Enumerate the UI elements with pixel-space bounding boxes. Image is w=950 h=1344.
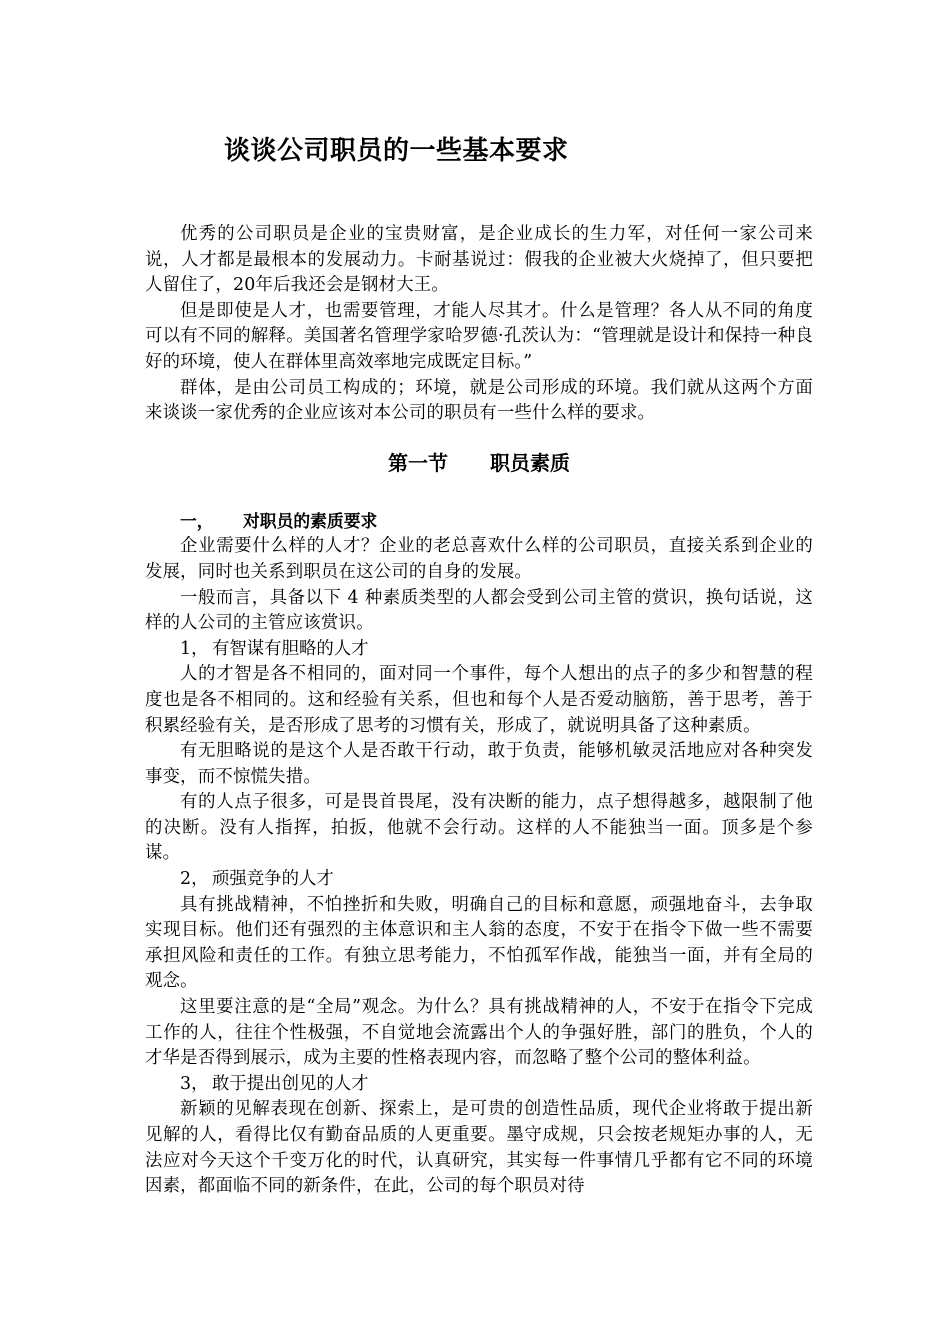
intro-paragraph: 群体，是由公司员工构成的；环境，就是公司形成的环境。我们就从这两个方面来谈谈一家优秀的企业应该对本公司的职员有一些什么样的要求。 xyxy=(145,377,813,424)
list-item-title: 顽强竞争的人才 xyxy=(212,869,334,890)
list-item-paragraph: 有无胆略说的是这个人是否敢干行动，敢于负责，能够机敏灵活地应对各种突发事变，而不惊慌失措。 xyxy=(145,741,813,787)
list-item-number: 3， xyxy=(180,1073,209,1094)
list-item-number: 2， xyxy=(180,869,209,890)
list-item-paragraph: 人的才智是各不相同的，面对同一个事件，每个人想出的点子的多少和智慧的程度也是各不相同的。这和经验有关系，但也和每个人是否爱动脑筋，善于思考，善于积累经验有关，是否形成了思考的习惯有关，形成了，就说明具备了这种素质。 xyxy=(145,664,813,736)
list-item-title: 有智谋有胆略的人才 xyxy=(212,638,369,659)
section-number: 第一节 xyxy=(388,450,448,475)
subsection-paragraph: 企业需要什么样的人才？企业的老总喜欢什么样的公司职员，直接关系到企业的发展，同时也关系到职员在这公司的自身的发展。 xyxy=(145,536,813,582)
subsection-number: 一， xyxy=(180,510,214,531)
section-title: 职员素质 xyxy=(490,450,570,475)
subsection-title: 对职员的素质要求 xyxy=(243,510,378,531)
list-item-heading xyxy=(145,637,813,663)
section-heading xyxy=(145,451,813,491)
intro-paragraph: 优秀的公司职员是企业的宝贵财富，是企业成长的生力军，对任何一家公司来说，人才都是最根本的发展动力。卡耐基说过：假我的企业被大火烧掉了，但只要把人留住了，20年后我还会是钢材大王。 xyxy=(145,224,813,296)
list-item-heading xyxy=(145,1072,813,1098)
subsection-heading xyxy=(145,509,813,535)
subsection-paragraph: 一般而言，具备以下 4 种素质类型的人都会受到公司主管的赏识，换句话说，这样的人公司的主管应该赏识。 xyxy=(145,587,813,634)
list-item-paragraph: 具有挑战精神，不怕挫折和失败，明确自己的目标和意愿，顽强地奋斗，去争取实现目标。他们还有强烈的主体意识和主人翁的态度，不安于在指令下做一些不需要承担风险和责任的工作。有独立思考能力，不怕孤军作战，能独当一面，并有全局的观念。 xyxy=(145,894,813,992)
intro-paragraph: 但是即使是人才，也需要管理，才能人尽其才。什么是管理？各人从不同的角度可以有不同的解释。美国著名管理学家哈罗德·孔茨认为：“管理就是设计和保持一种良好的环境，使人在群体里高效率地完成既定目标。” xyxy=(145,300,813,372)
list-item-number: 1， xyxy=(180,638,209,659)
list-item-paragraph: 这里要注意的是“全局”观念。为什么？具有挑战精神的人，不安于在指令下完成工作的人，往往个性极强，不自觉地会流露出个人的争强好胜，部门的胜负，个人的才华是否得到展示，成为主要的性格表现内容，而忽略了整个公司的整体利益。 xyxy=(145,997,813,1069)
list-item-paragraph: 新颖的见解表现在创新、探索上，是可贵的创造性品质，现代企业将敢于提出新见解的人，看得比仅有勤奋品质的人更重要。墨守成规，只会按老规矩办事的人，无法应对今天这个千变万化的时代，认真研究，其实每一件事情几乎都有它不同的环境因素，都面临不同的新条件，在此，公司的每个职员对待 xyxy=(145,1099,813,1197)
list-item-heading xyxy=(145,867,813,893)
document-title: 谈谈公司职员的一些基本要求 xyxy=(224,136,569,166)
list-item-paragraph: 有的人点子很多，可是畏首畏尾，没有决断的能力，点子想得越多，越限制了他的决断。没有人指挥，拍扳，他就不会行动。这样的人不能独当一面。顶多是个参谋。 xyxy=(145,792,813,864)
document-body xyxy=(145,222,813,1200)
list-item-title: 敢于提出创见的人才 xyxy=(212,1073,369,1094)
